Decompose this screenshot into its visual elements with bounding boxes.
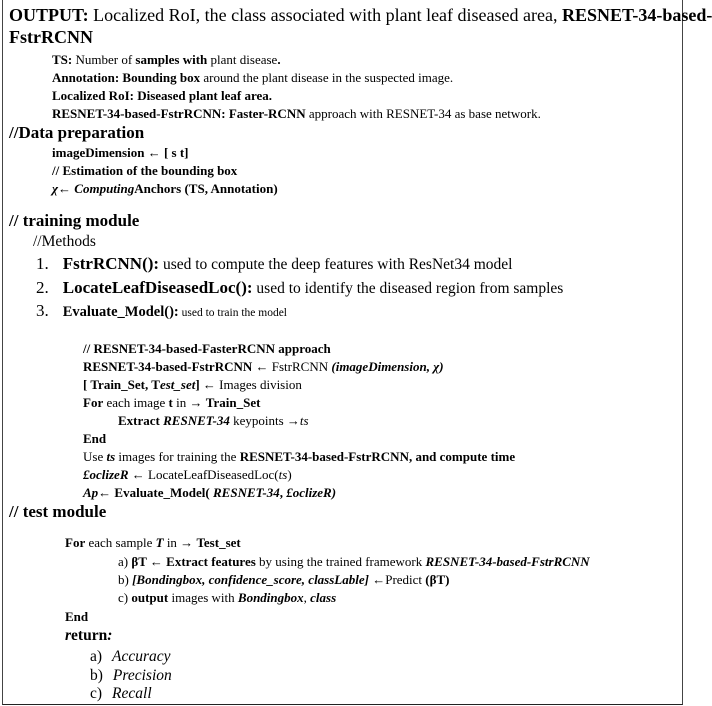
annotation-definition: Annotation: Bounding box around the plant disease in the suspected image. [52,70,454,85]
test-line-1: For each sample T in → Test_set [65,535,241,550]
test-line-a: a) βT ← Extract features by using the trained framework RESNET-34-based-FstrRCNN [118,554,590,569]
algo-line-6: End [83,431,107,446]
data-prep-line2: // Estimation of the bounding box [52,163,238,178]
metric-precision: b) Precision [90,667,172,684]
algo-line-7: Use ts images for training the RESNET-34-based-FstrRCNN, and compute time [83,449,516,464]
algo-line-4: For each image t in → Train_Set [83,395,261,410]
test-end: End [65,609,89,624]
training-heading: // training module [9,211,140,230]
method-item-2: 2. LocateLeafDiseasedLoc(): used to identify the diseased region from samples [36,278,564,297]
output-line: OUTPUT: Localized RoI, the class associated with plant leaf diseased area, RESNET-34-based- [9,5,712,25]
algo-line-5: Extract RESNET-34 keypoints →ts [118,413,309,428]
test-line-b: b) [Bondingbox, confidence_score, classLable] ←Predict (βT) [118,572,450,587]
ts-definition: TS: Number of samples with plant disease. [52,52,281,67]
algo-line-9: Ap← Evaluate_Model( RESNET-34, £oclizeR) [83,485,337,500]
method-item-3: 3. Evaluate_Model(): used to train the model [36,301,288,320]
methods-label: //Methods [33,233,96,250]
test-line-c: c) output images with Bondingbox, class [118,590,337,605]
data-prep-line3: χ← ComputingAnchors (TS, Annotation) [52,181,278,196]
data-prep-line1: imageDimension ← [ s t] [52,145,189,160]
metric-recall: c) Recall [90,685,152,702]
test-heading: // test module [9,502,107,521]
model-definition: RESNET-34-based-FstrRCNN: Faster-RCNN approach with RESNET-34 as base network. [52,106,541,121]
output-line-cont: FstrRCNN [9,27,93,47]
roi-definition: Localized RoI: Diseased plant leaf area. [52,88,273,103]
data-prep-heading: //Data preparation [9,123,145,142]
return-label: return: [65,627,113,644]
algo-comment: // RESNET-34-based-FasterRCNN approach [83,341,331,356]
algo-line-3: [ Train_Set, Test_set] ← Images division [83,377,302,392]
metric-accuracy: a) Accuracy [90,648,171,665]
algo-line-8: £oclizeR ← LocateLeafDiseasedLoc(ts) [83,467,292,482]
algo-line-2: RESNET-34-based-FstrRCNN ← FstrRCNN (imageDimension, χ) [83,359,444,374]
method-item-1: 1. FstrRCNN(): used to compute the deep features with ResNet34 model [36,254,513,273]
